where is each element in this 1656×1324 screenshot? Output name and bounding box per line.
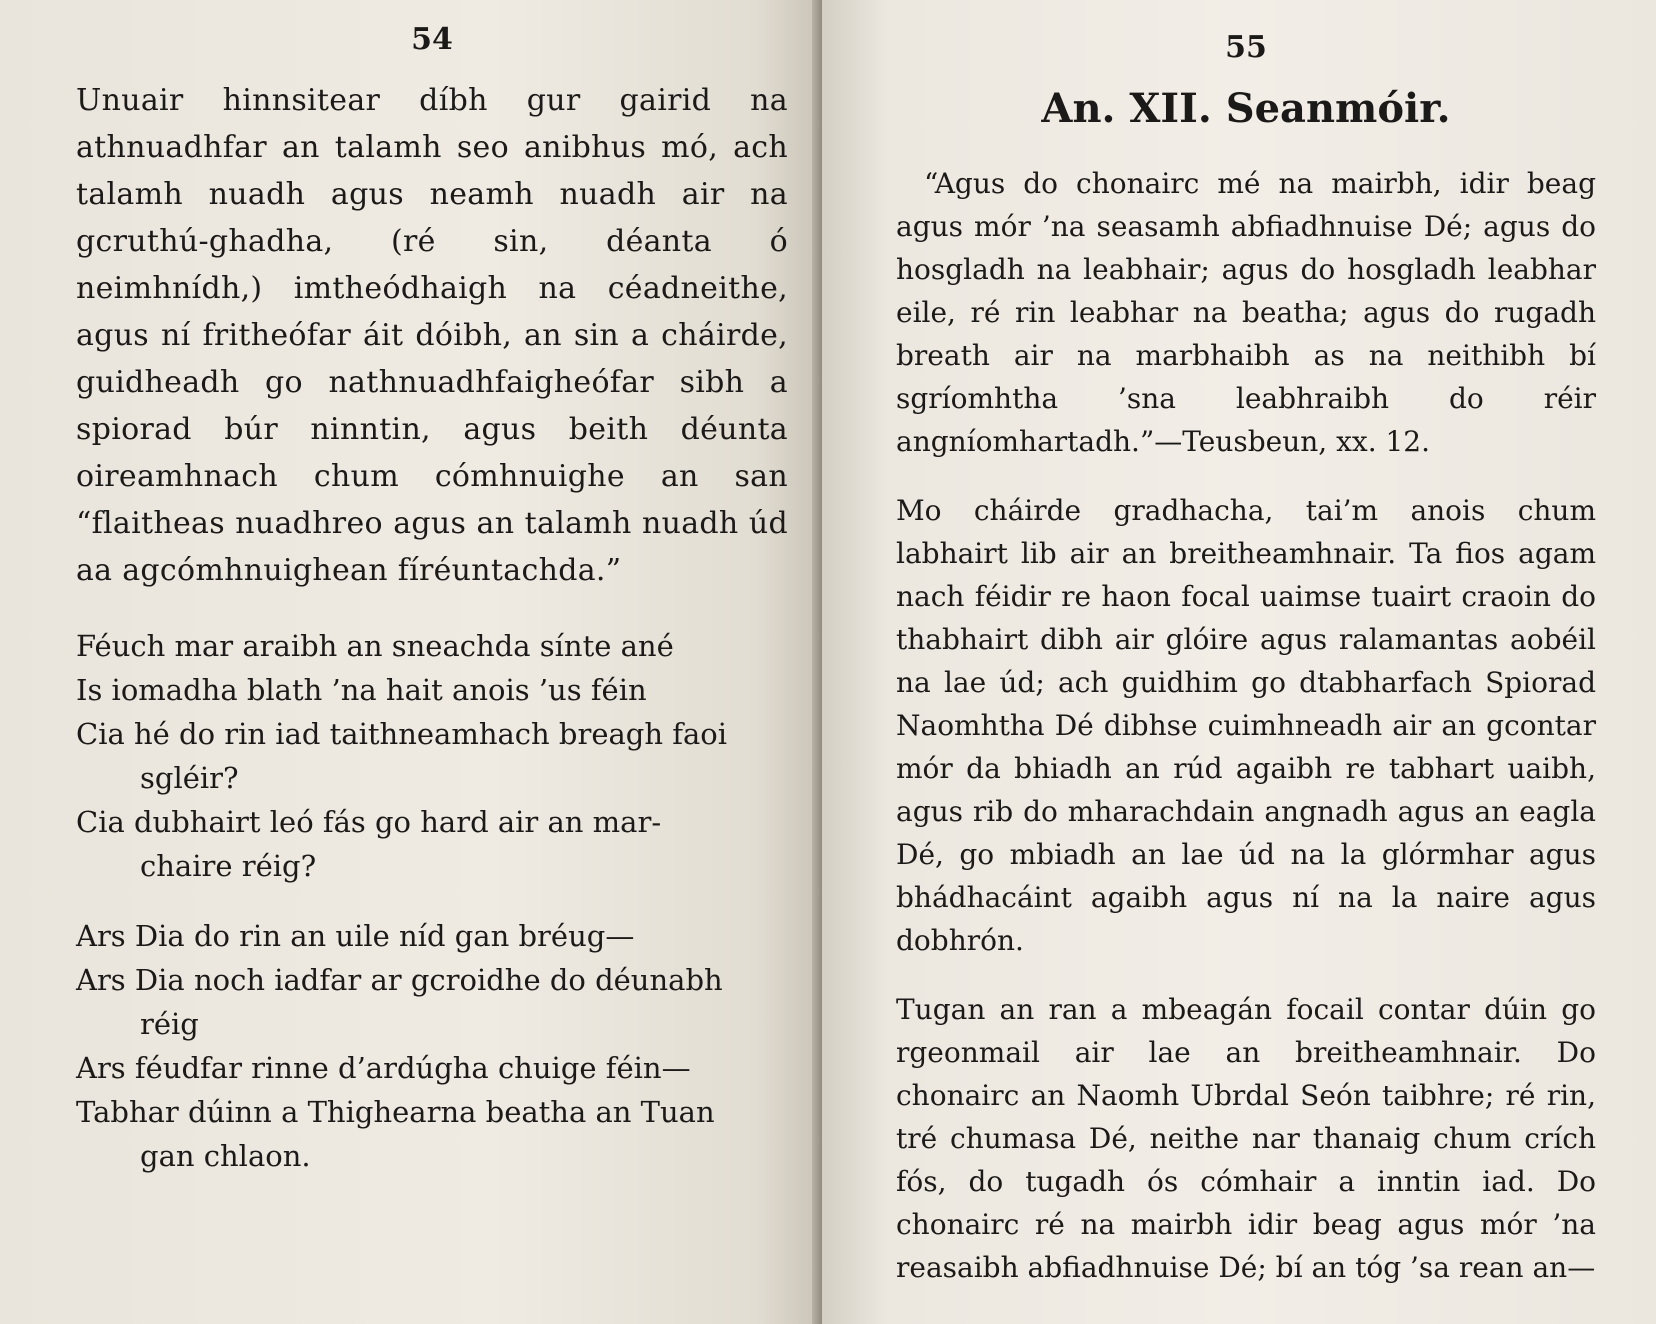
right-page	[822, 0, 1656, 1324]
stanza-2	[76, 914, 788, 1178]
stanza-1	[76, 624, 788, 888]
verse-line: Cia dubhairt leó fás go hard air an mar-	[76, 805, 662, 839]
sermon-paragraph: Tugan an ran a mbeagán focail contar dúin go rgeonmail air lae an breitheamhnair. Do chonairc an Naomh Ubrdal Seón taibhre; ré rin, tré chumasa Dé, neithe nar thanaig chum crích fós, do tugadh ós cómhair a inntin iad. Do chonairc ré na mairbh idir beag agus mór ’na reasaibh abfiadhnuise Dé; bí an tóg ’sa rean an—	[896, 993, 1596, 1284]
left-prose	[76, 77, 788, 594]
right-prose	[896, 162, 1596, 1289]
chapter-title: An. XII. Seanmóir.	[1041, 85, 1451, 132]
left-page	[0, 0, 822, 1324]
verse-line: Tabhar dúinn a Thighearna beatha an Tuan	[76, 1095, 715, 1129]
verse-line: Ars Dia do rin an uile níd gan bréug—	[76, 919, 635, 953]
page-number-left: 54	[411, 22, 453, 57]
page-number-right: 55	[1225, 30, 1267, 65]
poem	[76, 624, 788, 1178]
verse-line: Ars féudfar rinne d’ardúgha chuige féin—	[76, 1051, 691, 1085]
verse-line: chaire réig?	[140, 849, 317, 883]
verse-line: Is iomadha blath ’na hait anois ’us féin	[76, 673, 647, 707]
verse-line: Cia hé do rin iad taithneamhach breagh faoi	[76, 717, 728, 751]
verse-line: Ars Dia noch iadfar ar gcroidhe do déunabh	[76, 963, 723, 997]
verse-line: sgléir?	[140, 761, 239, 795]
left-paragraph: Unuair hinnsitear díbh gur gairid na athnuadhfar an talamh seo anibhus mó, ach talamh nuadh agus neamh nuadh air na gcruthú-ghadha, (ré sin, déanta ó neimhnídh,) imtheódhaigh na céadneithe, agus ní fritheófar áit dóibh, an sin a cháirde, guidheadh go nathnuadhfaigheófar sibh a spiorad búr ninntin, agus beith déunta oireamhnach chum cómhnuighe an san “flaitheas nuadhreo agus an talamh nuadh úd aa agcómhnuighean fíréuntachda.”	[76, 83, 788, 588]
verse-line: réig	[140, 1007, 199, 1041]
verse-line: Féuch mar araibh an sneachda sínte ané	[76, 629, 674, 663]
sermon-paragraph: Mo cháirde gradhacha, tai’m anois chum labhairt lib air an breitheamhnair. Ta fios agam nach féidir re haon focal uaimse tuairt craoin do thabhairt dibh air glóire agus ralamantas aobéil na lae úd; ach guidhim go dtabharfach Spiorad Naomhtha Dé dibhse cuimhneadh air an gcontar mór da bhiadh an rúd agaibh re tabhart uaibh, agus rib do mharachdain angnadh agus an eagla Dé, go mbiadh an lae úd na la glórmhar agus bhádhacáint agaibh agus ní na la naire agus dobhrón.	[896, 494, 1596, 957]
scripture-quote: “Agus do chonairc mé na mairbh, idir beag agus mór ’na seasamh abfiadhnuise Dé; agus do hosgladh na leabhair; agus do hosgladh leabhar eile, ré rin leabhar na beatha; agus do rugadh breath air na marbhaibh as na neithibh bí sgríomhtha ’sna leabhraibh do réir angníomhartadh.”—Teusbeun, xx. 12.	[896, 167, 1596, 458]
verse-line: gan chlaon.	[140, 1139, 311, 1173]
